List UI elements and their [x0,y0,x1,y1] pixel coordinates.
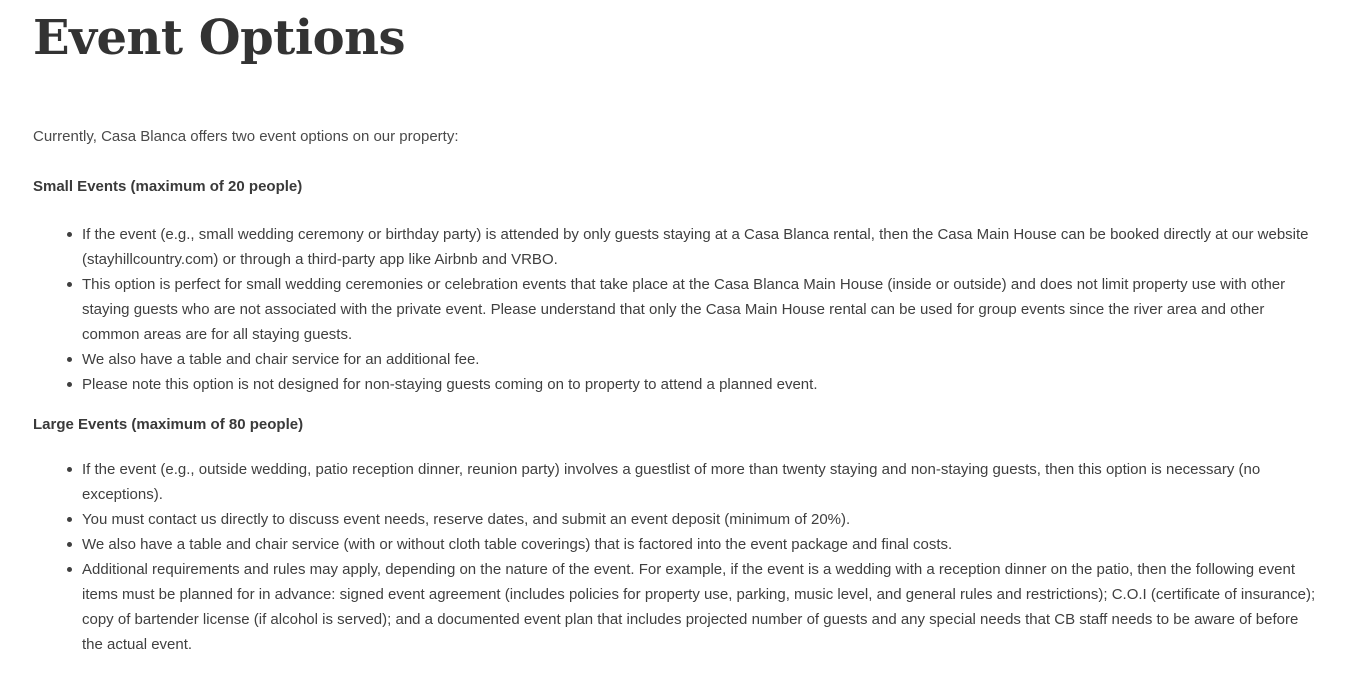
small-events-heading: Small Events (maximum of 20 people) [33,178,303,195]
list-item: Additional requirements and rules may apply, depending on the nature of the event. For example, if the event is a wedding with a reception dinner on the patio, then the following event items must be planned for in advance: signed event agreement (includes policies for property use, parking, music level, and general rules and restrictions); C.O.I (certificate of insurance); copy of bartender license (if alcohol is served); and a documented event plan that includes projected number of guests and any special needs that CB staff needs to be aware of before the actual event. [82,557,1322,657]
list-item: If the event (e.g., outside wedding, patio reception dinner, reunion party) involves a guestlist of more than twenty staying and non-staying guests, then this option is necessary (no exceptions). [82,457,1322,507]
list-item: You must contact us directly to discuss event needs, reserve dates, and submit an event deposit (minimum of 20%). [82,507,1322,532]
intro-text: Currently, Casa Blanca offers two event options on our property: [33,128,459,145]
large-events-heading: Large Events (maximum of 80 people) [33,416,304,433]
list-item: We also have a table and chair service (with or without cloth table coverings) that is factored into the event package and final costs. [82,532,1322,557]
list-item: This option is perfect for small wedding ceremonies or celebration events that take place at the Casa Blanca Main House (inside or outside) and does not limit property use with other staying guests who are not associated with the private event. Please understand that only the Casa Main House rental can be used for group events since the river area and other common areas are for all staying guests. [82,272,1322,347]
list-item: We also have a table and chair service for an additional fee. [82,347,1322,372]
large-events-list [33,457,1322,657]
page-title: Event Options [33,10,406,66]
small-events-list [33,222,1322,397]
list-item: If the event (e.g., small wedding ceremony or birthday party) is attended by only guests staying at a Casa Blanca rental, then the Casa Main House can be booked directly at our website (stayhillcountry.com) or through a third-party app like Airbnb and VRBO. [82,222,1322,272]
list-item: Please note this option is not designed for non-staying guests coming on to property to attend a planned event. [82,372,1322,397]
